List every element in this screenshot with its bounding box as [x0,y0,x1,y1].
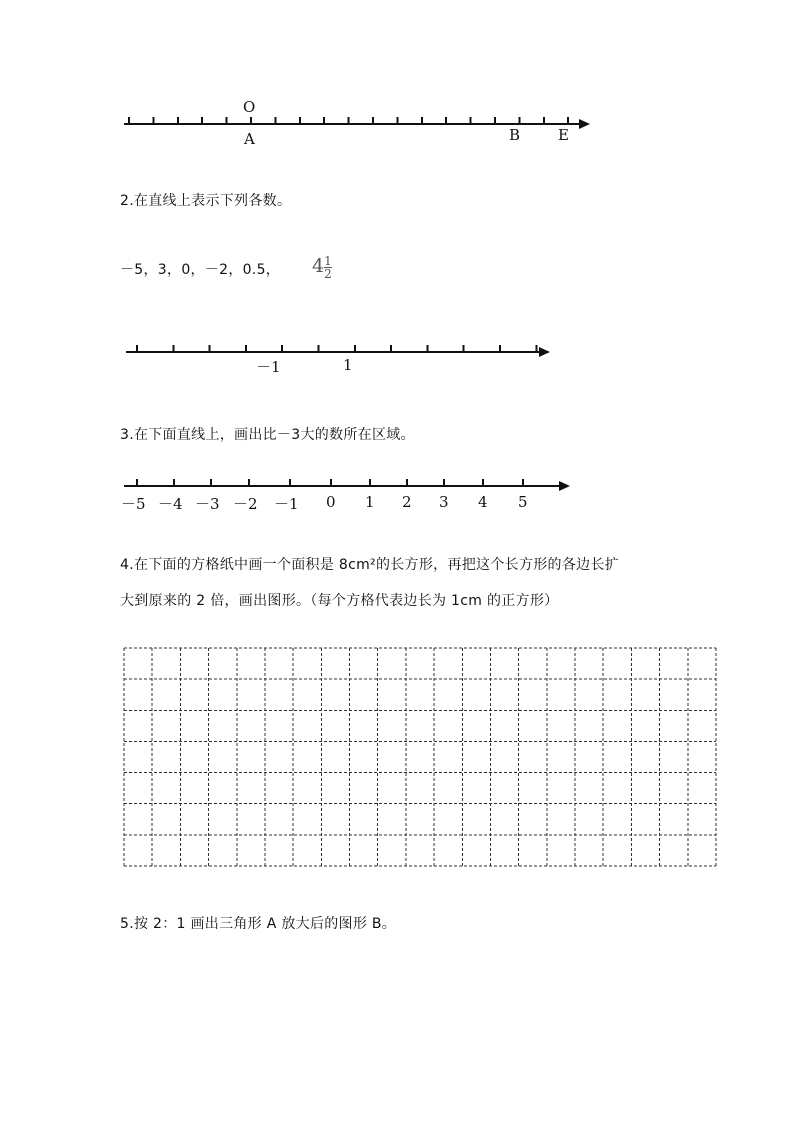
question-4-line-2: 大到原来的 2 倍，画出图形。（每个方格代表边长为 1cm 的正方形） [120,593,559,609]
fraction: $\frac{1}{2}$ [324,254,332,281]
tick-label: 0 [326,493,336,511]
label-neg1: －1 [256,358,281,376]
label-b: B [509,126,521,144]
label-o: O [243,98,256,116]
tick-label: －1 [274,495,299,513]
number-list: －5，3，0，－2，0.5， [120,262,281,278]
tick-label: 3 [439,493,449,511]
label-a: A [244,130,255,148]
question-2: 2.在直线上表示下列各数。 [120,193,292,209]
tick-label: 1 [365,493,375,511]
question-3: 3.在下面直线上，画出比－3大的数所在区域。 [120,427,415,443]
label-pos1: 1 [343,356,353,374]
mixed-whole: 4 [312,255,325,277]
tick-label: 4 [478,493,488,511]
tick-label: －3 [195,495,220,513]
label-e: E [558,126,569,144]
tick-label: －5 [121,495,146,513]
question-5: 5.按 2：1 画出三角形 A 放大后的图形 B。 [120,916,397,932]
tick-label: －2 [233,495,258,513]
tick-label: 2 [402,493,412,511]
tick-label: 5 [518,493,528,511]
tick-label: －4 [158,495,183,513]
question-4-line-1: 4.在下面的方格纸中画一个面积是 8cm²的长方形，再把这个长方形的各边长扩 [120,557,620,573]
